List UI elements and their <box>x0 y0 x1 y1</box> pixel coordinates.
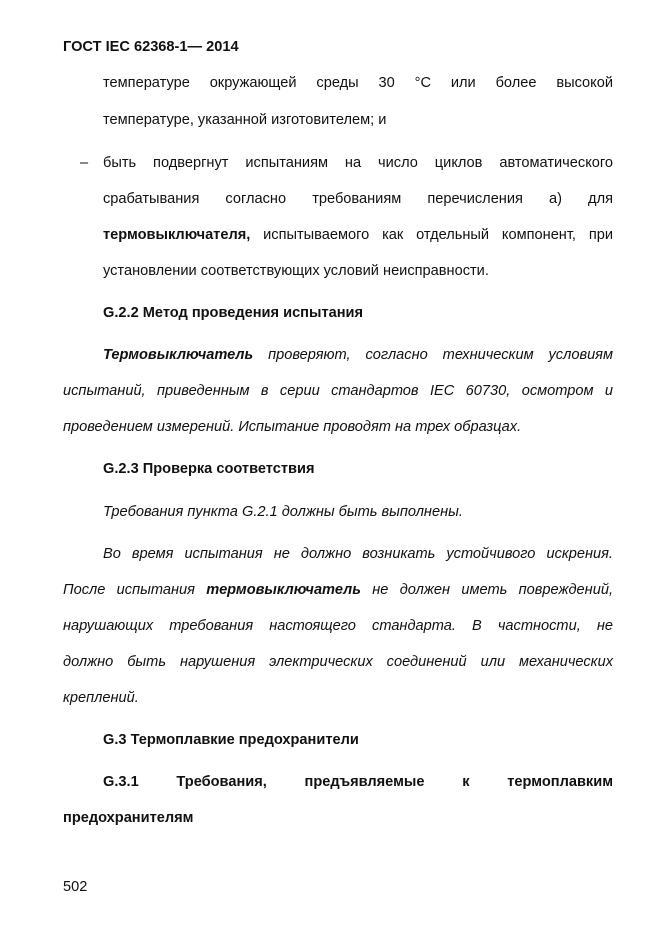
text-line: должно быть нарушения электрических соединений или механических <box>63 654 613 670</box>
text-line <box>63 580 613 600</box>
section-heading: G.3 Термоплавкие предохранители <box>103 732 359 748</box>
text-line: Во время испытания не должно возникать устойчивого искрения. <box>103 546 613 562</box>
list-bullet: – <box>80 155 89 171</box>
text-span: проверяют, согласно техническим условиям <box>253 347 613 363</box>
text-line <box>103 345 613 365</box>
section-heading: G.3.1 Требования, предъявляемые к термоплавким <box>103 774 613 790</box>
text-span: После испытания <box>63 582 207 598</box>
document-header: ГОСТ IEC 62368-1— 2014 <box>63 39 239 55</box>
section-heading: G.2.2 Метод проведения испытания <box>103 305 364 321</box>
section-heading-continued: предохранителям <box>63 810 194 826</box>
text-line: температуре окружающей среды 30 °C или более высокой <box>103 75 613 91</box>
term-bold: термовыключатель <box>206 582 361 598</box>
text-line: проведением измерений. Испытание проводят на трех образцах. <box>63 419 522 435</box>
text-line: Требования пункта G.2.1 должны быть выполнены. <box>103 504 463 520</box>
text-line: температуре, указанной изготовителем; и <box>103 112 387 128</box>
text-line: установлении соответствующих условий неисправности. <box>103 263 489 279</box>
page-number: 502 <box>63 879 88 895</box>
text-line: креплений. <box>63 690 139 706</box>
text-span: испытываемого как отдельный компонент, при <box>250 227 613 243</box>
term-bold: Термовыключатель <box>103 347 254 363</box>
text-line: испытаний, приведенным в серии стандартов IEC 60730, осмотром и <box>63 383 613 399</box>
text-line: быть подвергнут испытаниям на число циклов автоматического <box>103 155 613 171</box>
text-line: нарушающих требования настоящего стандарта. В частности, не <box>63 618 613 634</box>
term-bold: термовыключателя, <box>103 227 251 243</box>
section-heading: G.2.3 Проверка соответствия <box>103 461 315 477</box>
text-line <box>103 225 613 245</box>
text-span: не должен иметь повреждений, <box>360 582 613 598</box>
text-line: срабатывания согласно требованиям перечисления а) для <box>103 191 613 207</box>
